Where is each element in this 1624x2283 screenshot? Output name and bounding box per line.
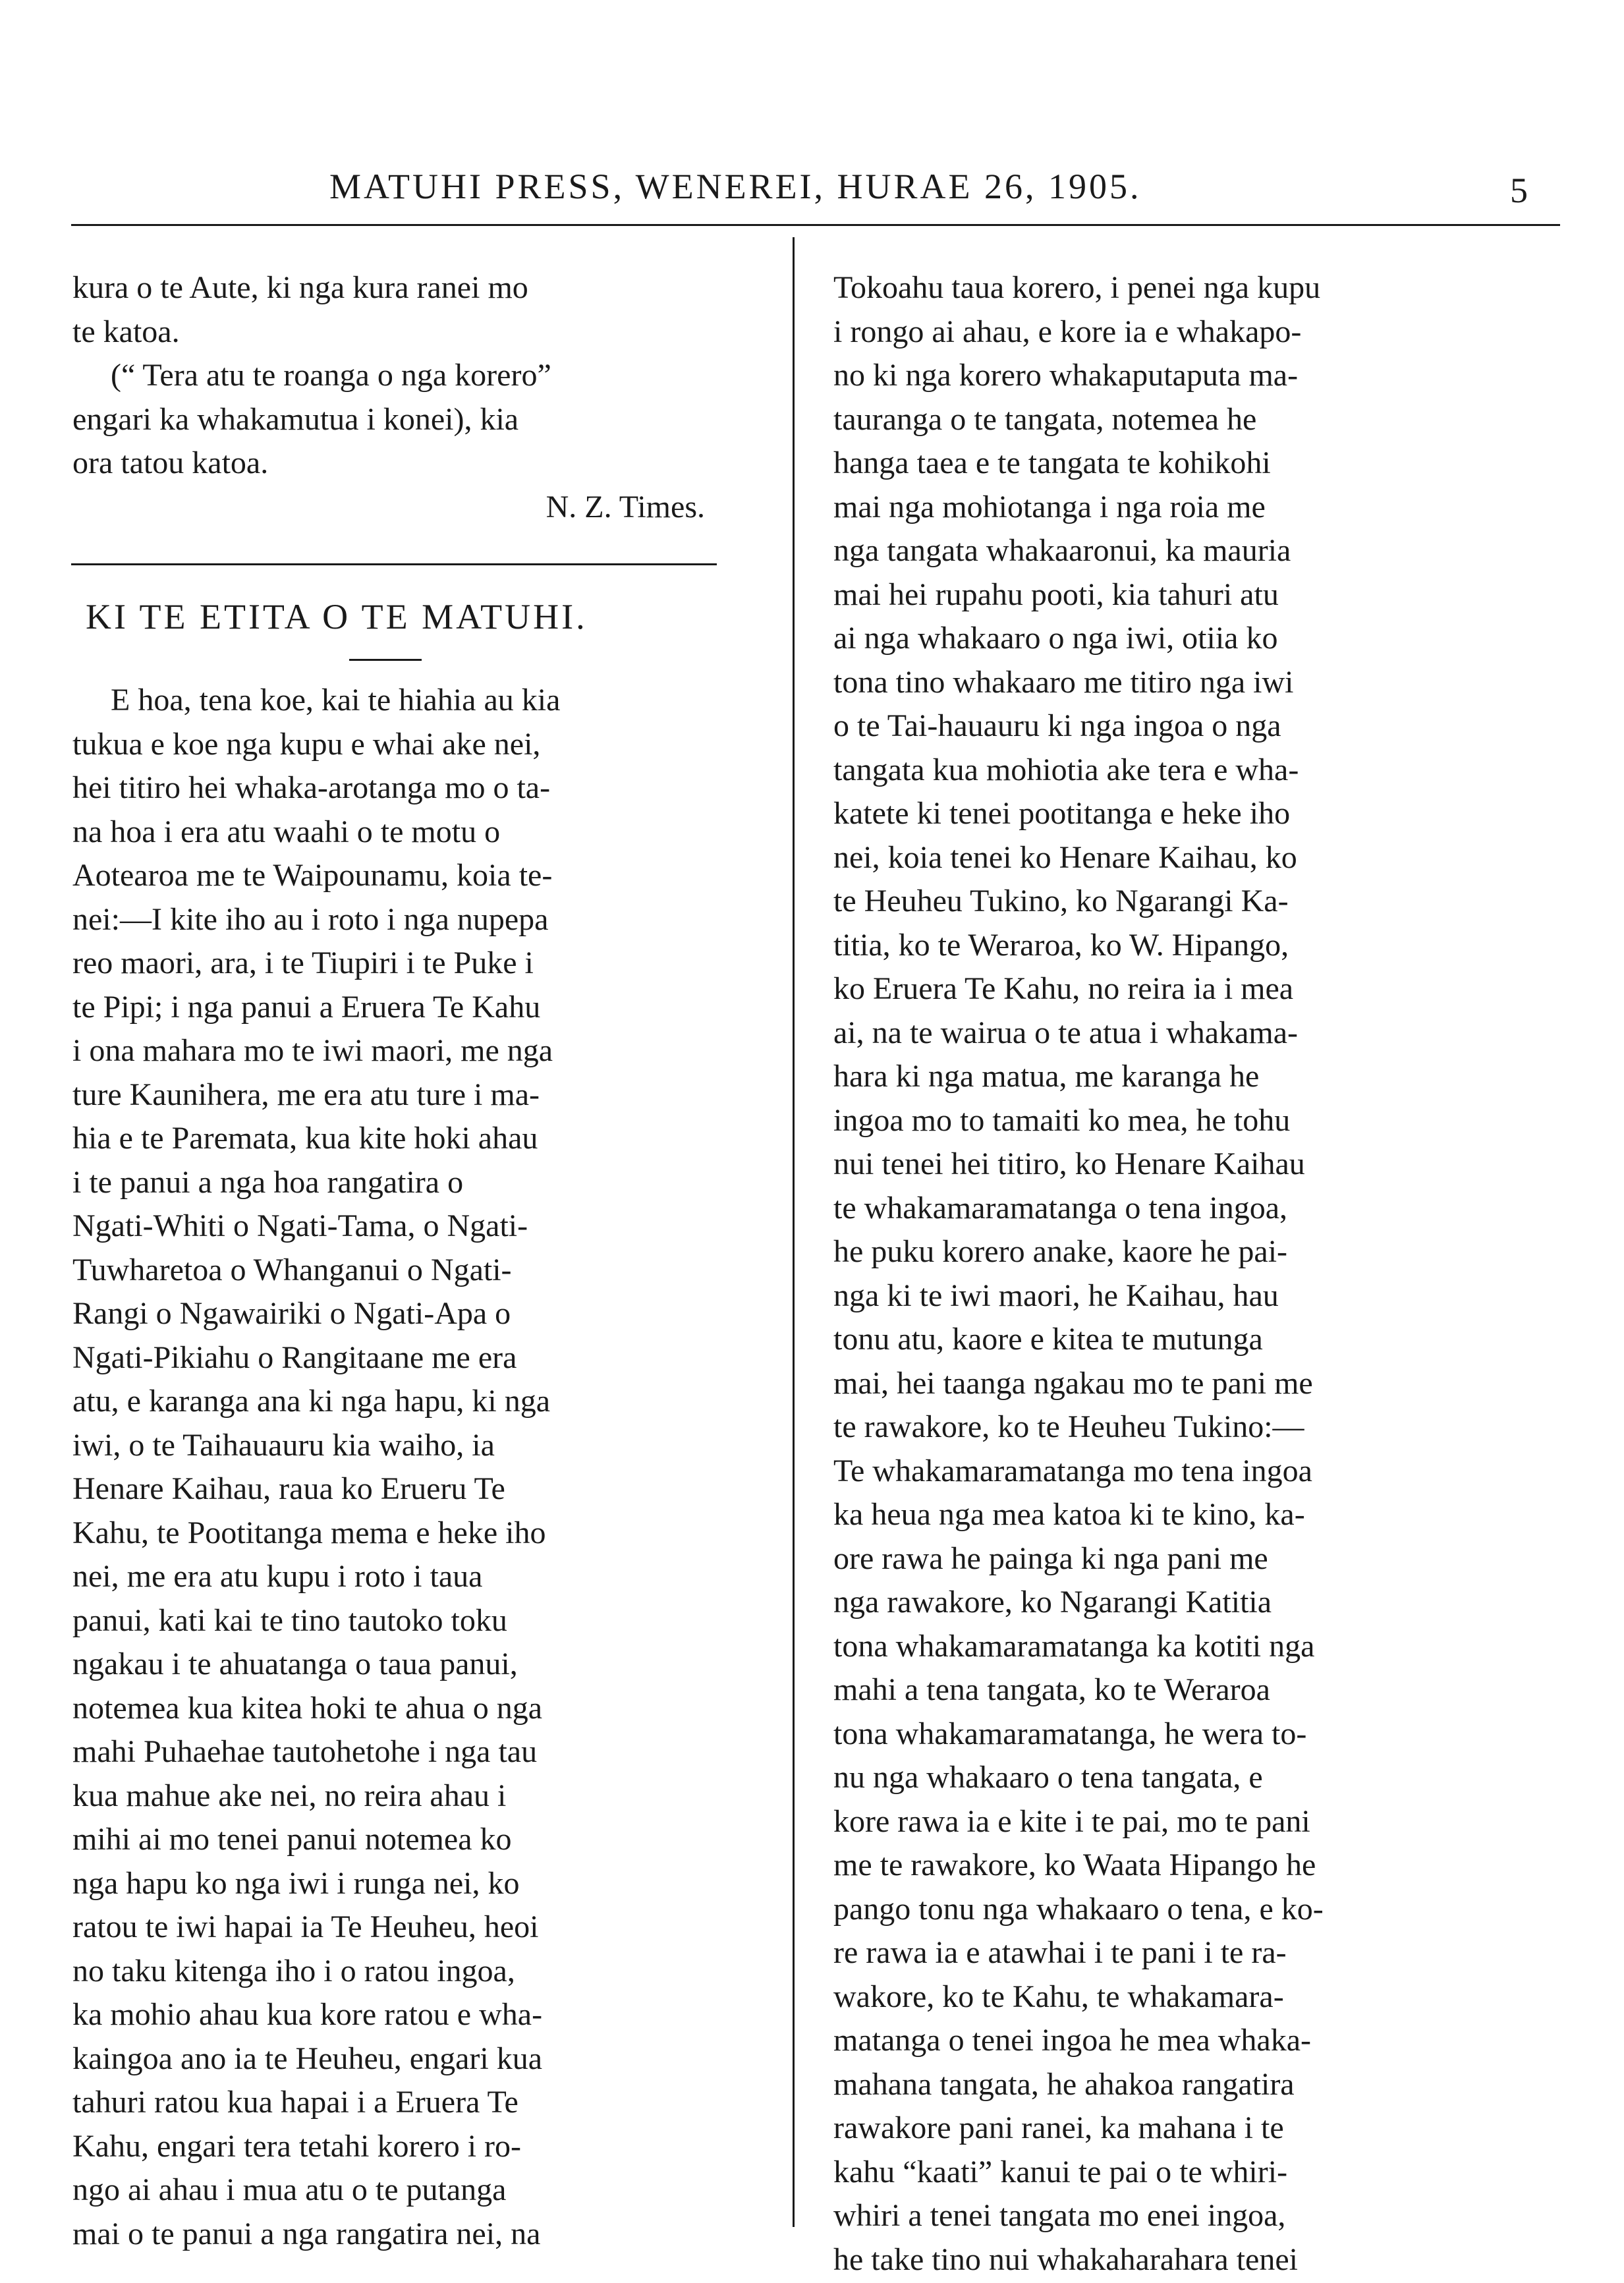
text-line: ingoa mo to tamaiti ko mea, he tohu (833, 1102, 1291, 1138)
text-line: nui tenei hei titiro, ko Henare Kaihau (833, 1146, 1305, 1181)
text-line: mai hei rupahu pooti, kia tahuri atu (833, 577, 1279, 612)
text-line: Rangi o Ngawairiki o Ngati-Apa o (72, 1296, 511, 1331)
text-line: kaingoa ano ia te Heuheu, engari kua (72, 2041, 543, 2076)
text-line: ai nga whakaaro o nga iwi, otiia ko (833, 621, 1278, 656)
text-line: (“ Tera atu te roanga o nga korero” (111, 358, 551, 393)
text-line: hei titiro hei whaka-arotanga mo o ta- (72, 770, 551, 805)
text-line: hara ki nga matua, me karanga he (833, 1059, 1260, 1094)
article-signature: N. Z. Times. (546, 489, 705, 524)
text-line: nei, koia tenei ko Henare Kaihau, ko (833, 839, 1297, 875)
text-line: nu nga whakaaro o tena tangata, e (833, 1760, 1263, 1795)
text-line: he take tino nui whakaharahara tenei (833, 2241, 1298, 2277)
text-line: Tuwharetoa o Whanganui o Ngati- (72, 1252, 512, 1287)
page-header-title: MATUHI PRESS, WENEREI, HURAE 26, 1905. (329, 167, 1142, 206)
text-line: tahuri ratou kua hapai i a Eruera Te (72, 2085, 518, 2120)
text-line: nga tangata whakaaronui, ka mauria (833, 533, 1291, 568)
text-line: re rawa ia e atawhai i te pani i te ra- (833, 1935, 1287, 1970)
text-line: Tokoahu taua korero, i penei nga kupu (833, 270, 1321, 305)
text-line: kura o te Aute, ki nga kura ranei mo (72, 270, 528, 305)
text-line: me te rawakore, ko Waata Hipango he (833, 1847, 1316, 1882)
text-line: mai nga mohiotanga i nga roia me (833, 489, 1266, 524)
text-line: ka heua nga mea katoa ki te kino, ka- (833, 1497, 1305, 1532)
section-heading: KI TE ETITA O TE MATUHI. (86, 597, 588, 636)
text-line: reo maori, ara, i te Tiupiri i te Puke i (72, 945, 534, 980)
text-line: te whakamaramatanga o tena ingoa, (833, 1190, 1288, 1226)
text-line: wakore, ko te Kahu, te whakamara- (833, 1979, 1284, 2014)
text-line: ai, na te wairua o te atua i whakama- (833, 1015, 1298, 1050)
text-line: ratou te iwi hapai ia Te Heuheu, heoi (72, 1909, 539, 1944)
text-line: i ona mahara mo te iwi maori, me nga (72, 1033, 553, 1068)
text-line: tona whakamaramatanga, he wera to- (833, 1716, 1307, 1751)
text-line: mahana tangata, he ahakoa rangatira (833, 2066, 1295, 2102)
text-line: i rongo ai ahau, e kore ia e whakapo- (833, 314, 1302, 349)
text-line: o te Tai-hauauru ki nga ingoa o nga (833, 708, 1281, 743)
text-line: Ngati-Pikiahu o Rangitaane me era (72, 1339, 517, 1375)
text-line: whiri a tenei tangata mo enei ingoa, (833, 2198, 1286, 2233)
text-line: pango tonu nga whakaaro o tena, e ko- (833, 1891, 1324, 1927)
text-line: ngakau i te ahuatanga o taua panui, (72, 1647, 518, 1681)
text-line: hia e te Paremata, kua kite hoki ahau (72, 1121, 538, 1156)
text-line: nga ki te iwi maori, he Kaihau, hau (833, 1278, 1279, 1313)
text-line: Aotearoa me te Waipounamu, koia te- (72, 858, 553, 893)
text-line: rawakore pani ranei, ka mahana i te (833, 2110, 1284, 2145)
text-line: kore rawa ia e kite i te pai, mo te pani (833, 1803, 1310, 1839)
text-line: i te panui a nga hoa rangatira o (72, 1164, 464, 1200)
text-line: tauranga o te tangata, notemea he (833, 401, 1257, 437)
column-divider (793, 237, 795, 2227)
text-line: ngo ai ahau i mua atu o te putanga (72, 2172, 507, 2207)
text-line: Ngati-Whiti o Ngati-Tama, o Ngati- (72, 1208, 528, 1243)
text-line: mahi a tena tangata, ko te Weraroa (833, 1672, 1270, 1707)
text-line: nei:—I kite iho au i roto i nga nupepa (72, 901, 549, 937)
text-line: te katoa. (72, 314, 180, 349)
text-line: Te whakamaramatanga mo tena ingoa (833, 1453, 1312, 1488)
text-line: mai o te panui a nga rangatira nei, na (72, 2216, 541, 2251)
text-line: nei, me era atu kupu i roto i taua (72, 1559, 483, 1594)
text-line: tukua e koe nga kupu e whai ake nei, (72, 726, 541, 762)
text-line: engari ka whakamutua i konei), kia (72, 401, 519, 437)
text-line: notemea kua kitea hoki te ahua o nga (72, 1690, 543, 1726)
left-column-top (72, 266, 738, 529)
section-rule (71, 563, 717, 565)
right-column (833, 266, 1513, 2282)
text-line: ture Kaunihera, me era atu ture i ma- (72, 1077, 540, 1112)
text-line: matanga o tenei ingoa he mea whaka- (833, 2023, 1312, 2058)
text-line: ko Eruera Te Kahu, no reira ia i mea (833, 971, 1294, 1006)
page-number: 5 (1510, 171, 1528, 210)
text-line: no ki nga korero whakaputaputa ma- (833, 358, 1299, 393)
text-line: tona tino whakaaro me titiro nga iwi (833, 664, 1294, 700)
text-line: te rawakore, ko te Heuheu Tukino:— (833, 1409, 1304, 1444)
text-line: tona whakamaramatanga ka kotiti nga (833, 1628, 1315, 1664)
text-line: Henare Kaihau, raua ko Erueru Te (72, 1471, 505, 1506)
text-line: te Heuheu Tukino, ko Ngarangi Ka- (833, 884, 1289, 918)
text-line: te Pipi; i nga panui a Eruera Te Kahu (72, 989, 541, 1025)
text-line: ka mohio ahau kua kore ratou e wha- (72, 1997, 543, 2032)
header-rule (71, 224, 1560, 226)
text-line: mai, hei taanga ngakau mo te pani me (833, 1365, 1313, 1401)
text-line: mihi ai mo tenei panui notemea ko (72, 1822, 512, 1857)
text-line: E hoa, tena koe, kai te hiahia au kia (111, 683, 561, 718)
left-column-body (72, 679, 738, 2256)
text-line: panui, kati kai te tino tautoko toku (72, 1602, 507, 1638)
text-line: nga rawakore, ko Ngarangi Katitia (833, 1585, 1272, 1620)
text-line: tonu atu, kaore e kitea te mutunga (833, 1322, 1263, 1357)
heading-underline (349, 659, 422, 661)
text-line: nga hapu ko nga iwi i runga nei, ko (72, 1865, 520, 1901)
text-line: titia, ko te Weraroa, ko W. Hipango, (833, 927, 1289, 963)
text-line: iwi, o te Taihauauru kia waiho, ia (72, 1427, 495, 1463)
text-line: kahu “kaati” kanui te pai o te whiri- (833, 2154, 1288, 2189)
text-line: kua mahue ake nei, no reira ahau i (72, 1778, 507, 1813)
text-line: Kahu, engari tera tetahi korero i ro- (72, 2128, 522, 2164)
text-line: tangata kua mohiotia ake tera e wha- (833, 752, 1299, 787)
text-line: hanga taea e te tangata te kohikohi (833, 445, 1271, 480)
text-line: mahi Puhaehae tautohetohe i nga tau (72, 1734, 538, 1769)
text-line: atu, e karanga ana ki nga hapu, ki nga (72, 1384, 551, 1419)
text-line: Kahu, te Pootitanga mema e heke iho (72, 1515, 546, 1550)
text-line: katete ki tenei pootitanga e heke iho (833, 796, 1291, 831)
text-line: ore rawa he painga ki nga pani me (833, 1540, 1268, 1576)
text-line: he puku korero anake, kaore he pai- (833, 1234, 1288, 1269)
text-line: na hoa i era atu waahi o te motu o (72, 814, 501, 849)
text-line: no taku kitenga iho i o ratou ingoa, (72, 1953, 515, 1988)
text-line: ora tatou katoa. (72, 445, 269, 480)
